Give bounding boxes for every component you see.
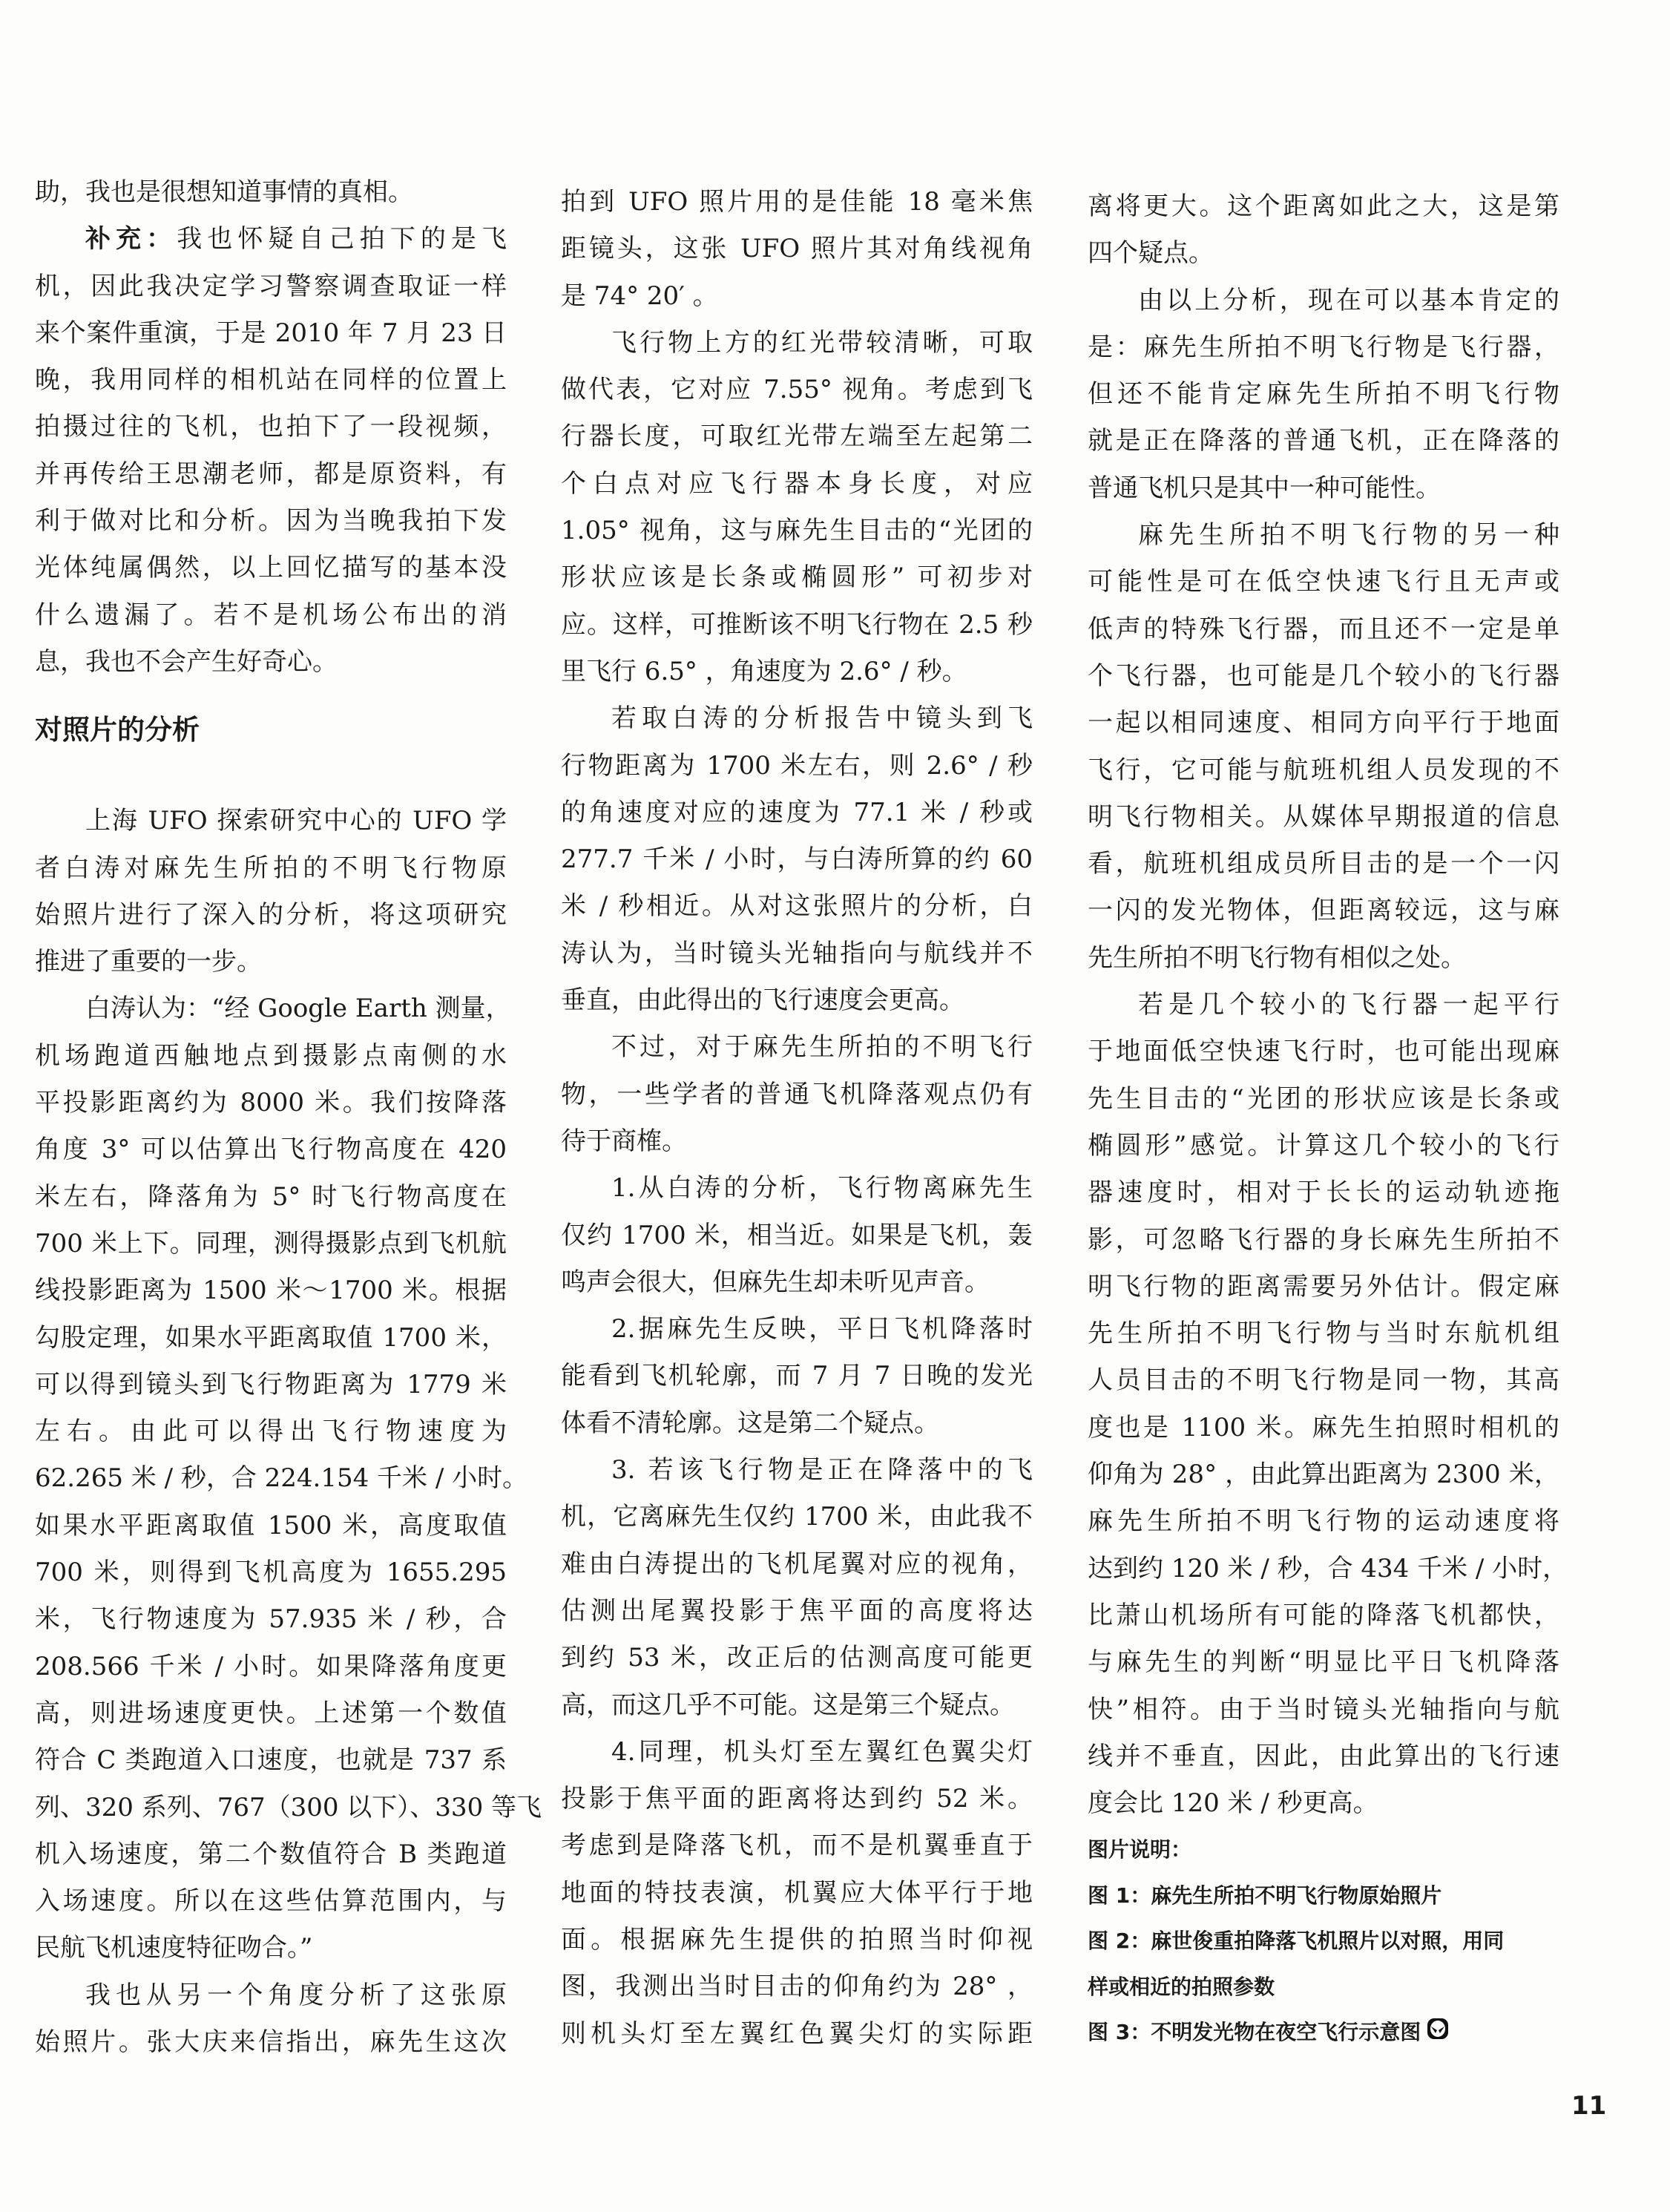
caption-figure-3: 图 3：不明发光物在夜空飞行示意图 — [1088, 2019, 1421, 2044]
text-line: 鸣声会很大，但麻先生却未听见声音。 — [561, 1267, 990, 1297]
text-line: 晚，我用同样的相机站在同样的位置上 — [35, 365, 507, 396]
text-line: 277.7 千米 / 小时，与白涛所算的约 60 — [561, 844, 1033, 875]
text-line: 助，我也是很想知道事情的真相。 — [35, 177, 413, 207]
text-line: 则机头灯至左翼红色翼尖灯的实际距 — [561, 2018, 1033, 2049]
text-line: 影，可忽略飞行器的身长麻先生所拍不 — [1088, 1224, 1559, 1255]
text-line: 考虑到是降落飞机，而不是机翼垂直于 — [561, 1831, 1033, 1861]
text-line: 上海 UFO 探索研究中心的 UFO 学 — [85, 806, 507, 836]
caption-figure-3-row — [1088, 2009, 1559, 2055]
column-1 — [35, 169, 542, 2066]
text-line: 左右。由此可以得出飞行物速度为 — [35, 1417, 507, 1447]
text-line: 入场速度。所以在这些估算范围内，与 — [35, 1886, 507, 1917]
paragraph — [35, 1972, 507, 2067]
paragraph — [561, 320, 1033, 695]
text-line: 投影于焦平面的距离将达到约 52 米。 — [561, 1784, 1033, 1814]
text-line: 四个疑点。 — [1088, 238, 1214, 269]
text-line: 机场跑道西触地点到摄影点南侧的水 — [35, 1040, 507, 1071]
text-line: 于地面低空快速飞行时，也可能出现麻 — [1088, 1037, 1559, 1067]
column-3 — [1088, 183, 1568, 2055]
text-line: 明飞行物相关。从媒体早期报道的信息 — [1088, 801, 1559, 832]
text-line: 的角速度对应的速度为 77.1 米 / 秒或 — [561, 797, 1033, 827]
paragraph-lead: 补充： — [85, 224, 177, 255]
text-line: 里飞行 6.5° ，角速度为 2.6° / 秒。 — [561, 656, 967, 686]
text-line: 息，我也不会产生好奇心。 — [35, 646, 338, 677]
text-line: 我也从另一个角度分析了这张原 — [85, 1980, 507, 2010]
text-line: 线投影距离为 1500 米～1700 米。根据 — [35, 1276, 507, 1306]
text-line: 列、320 系列、767（300 以下）、330 等飞 — [35, 1792, 542, 1822]
figure-captions — [1088, 1827, 1559, 2055]
text-line: 人员目击的不明飞行物是同一物，其高 — [1088, 1365, 1559, 1396]
text-line: 地面的特技表演，机翼应大体平行于地 — [561, 1877, 1033, 1908]
text-line: 3. 若该飞行物是正在降落中的飞 — [611, 1455, 1033, 1486]
text-line: 离将更大。这个距离如此之大，这是第 — [1088, 191, 1559, 221]
text-line: 由以上分析，现在可以基本肯定的 — [1138, 285, 1559, 315]
text-line: 什么遗漏了。若不是机场公布出的消 — [35, 600, 507, 630]
text-line: 度会比 120 米 / 秒更高。 — [1088, 1788, 1378, 1819]
text-line: 民航飞机速度特征吻合。” — [35, 1933, 313, 1963]
text-line: 器速度时，相对于长长的运动轨迹拖 — [1088, 1178, 1559, 1208]
paragraph — [35, 985, 542, 1972]
text-line: 麻先生所拍不明飞行物的运动速度将 — [1088, 1506, 1559, 1537]
text-line: 白涛认为：“经 Google Earth 测量， — [85, 994, 511, 1024]
text-line: 先生目击的“光团的形状应该是长条或 — [1088, 1083, 1559, 1114]
text-line: 不过，对于麻先生所拍的不明飞行 — [611, 1032, 1033, 1063]
text-line: 明飞行物的距离需要另外估计。假定麻 — [1088, 1271, 1559, 1302]
text-line: 机入场速度，第二个数值符合 B 类跑道 — [35, 1839, 507, 1869]
paragraph — [35, 798, 507, 985]
text-line: 符合 C 类跑道入口速度，也就是 737 系 — [35, 1745, 507, 1776]
paragraph — [35, 169, 507, 216]
text-line: 就是正在降落的普通飞机，正在降落的 — [1088, 426, 1559, 456]
text-line: 到约 53 米，改正后的估测高度可能更 — [561, 1643, 1033, 1673]
text-line: 2.据麻先生反映，平日飞机降落时 — [611, 1314, 1033, 1345]
paragraph — [561, 1024, 1033, 1165]
text-line: 是：麻先生所拍不明飞行物是飞行器， — [1088, 332, 1559, 362]
text-line: 待于商榷。 — [561, 1126, 687, 1156]
caption-figure-2-cont: 样或相近的拍照参数 — [1088, 1974, 1275, 1999]
text-line: 208.566 千米 / 小时。如果降落角度更 — [35, 1651, 507, 1681]
text-line: 拍摄过往的飞机，也拍下了一段视频， — [35, 412, 507, 442]
text-line: 飞行物上方的红光带较清晰，可取 — [611, 327, 1033, 358]
text-line: 做代表，它对应 7.55° 视角。考虑到飞 — [561, 375, 1033, 405]
text-line: 始照片。张大庆来信指出，麻先生这次 — [35, 2026, 507, 2057]
text-line: 拍到 UFO 照片用的是佳能 18 毫米焦 — [561, 187, 1033, 217]
text-line: 先生所拍不明飞行物有相似之处。 — [1088, 942, 1466, 973]
text-line: 个飞行器，也可能是几个较小的飞行器 — [1088, 660, 1559, 691]
text-line: 看，航班机组成员所目击的是一个一闪 — [1088, 849, 1559, 879]
text-line: 低声的特殊飞行器，而且还不一定是单 — [1088, 614, 1559, 644]
text-line: 始照片进行了深入的分析，将这项研究 — [35, 899, 507, 930]
text-line: 1.05° 视角，这与麻先生目击的“光团的 — [561, 516, 1033, 546]
paragraph — [561, 179, 1033, 320]
text-line: 一闪的发光物体，但距离较远，这与麻 — [1088, 896, 1559, 926]
text-line: 但还不能肯定麻先生所拍不明飞行物 — [1088, 379, 1559, 410]
text-line: 若取白涛的分析报告中镜头到飞 — [611, 703, 1033, 734]
paragraph — [1088, 278, 1559, 512]
paragraph — [1088, 982, 1568, 1827]
text-line: 米 / 秒相近。从对这张照片的分析，白 — [561, 891, 1033, 922]
text-line: 62.265 米 / 秒，合 224.154 千米 / 小时。 — [35, 1463, 528, 1494]
text-line: 应。这样，可推断该不明飞行物在 2.5 秒 — [561, 609, 1033, 640]
text-line: 如果水平距离取值 1500 米，高度取值 — [35, 1510, 507, 1540]
text-line: 利于做对比和分析。因为当晚我拍下发 — [35, 506, 507, 536]
text-line: 机，它离麻先生仅约 1700 米，由此我不 — [561, 1502, 1033, 1532]
text-line: 高，而这几乎不可能。这是第三个疑点。 — [561, 1690, 1015, 1720]
text-line: 推进了重要的一步。 — [35, 947, 262, 977]
text-line: 来个案件重演，于是 2010 年 7 月 23 日 — [35, 318, 507, 348]
text-line: 形状应该是长条或椭圆形” 可初步对 — [561, 562, 1033, 593]
text-line: 1.从白涛的分析，飞行物离麻先生 — [611, 1173, 1033, 1204]
text-line: 线并不垂直，因此，由此算出的飞行速 — [1088, 1741, 1559, 1771]
text-line: 难由白涛提出的飞机尾翼对应的视角， — [561, 1549, 1033, 1579]
text-line: 涛认为，当时镜头光轴指向与航线并不 — [561, 938, 1033, 968]
text-line: 可能性是可在低空快速飞行且无声或 — [1088, 567, 1559, 597]
text-line-content: 我也怀疑自己拍下的是飞 — [177, 224, 507, 255]
paragraph — [561, 1165, 1033, 1306]
paragraph — [561, 695, 1033, 1024]
section-heading: 对照片的分析 — [35, 714, 200, 746]
text-line: 面。根据麻先生提供的拍照当时仰视 — [561, 1924, 1033, 1955]
paragraph — [561, 1306, 1033, 1447]
paragraph — [561, 1729, 1033, 2058]
text-line: 距镜头，这张 UFO 照片其对角线视角 — [561, 234, 1033, 264]
text-line: 米，飞行物速度为 57.935 米 / 秒，合 — [35, 1604, 507, 1635]
text-line: 勾股定理，如果水平距离取值 1700 米， — [35, 1322, 507, 1353]
paragraph — [561, 1447, 1033, 1729]
text-line: 行物距离为 1700 米左右，则 2.6° / 秒 — [561, 750, 1033, 781]
paragraph — [1088, 183, 1559, 278]
column-3-body — [1088, 183, 1568, 1827]
text-line: 比萧山机场所有可能的降落飞机都快， — [1088, 1600, 1559, 1630]
paragraph — [35, 216, 507, 686]
text-line: 可以得到镜头到飞行物距离为 1779 米 — [35, 1369, 507, 1399]
text-line: 机，因此我决定学习警察调查取证一样 — [35, 271, 507, 301]
text-line: 度也是 1100 米。麻先生拍照时相机的 — [1088, 1412, 1559, 1443]
text-line: 仅约 1700 米，相当近。如果是飞机，轰 — [561, 1220, 1033, 1250]
text-line: 700 米，则得到飞机高度为 1655.295 — [35, 1558, 507, 1588]
page-number: 11 — [1571, 2091, 1607, 2121]
text-line: 麻先生所拍不明飞行物的另一种 — [1138, 520, 1559, 551]
text-line: 4.同理，机头灯至左翼红色翼尖灯 — [611, 1736, 1033, 1767]
text-line: 是 74° 20′ 。 — [561, 280, 718, 311]
alien-head-icon — [1427, 2010, 1449, 2055]
text-line: 700 米上下。同理，测得摄影点到飞机航 — [35, 1228, 507, 1258]
text-line: 快”相符。由于当时镜头光轴指向与航 — [1088, 1694, 1559, 1724]
caption-figure-1: 图 1：麻先生所拍不明飞行物原始照片 — [1088, 1883, 1442, 1908]
text-line: 若是几个较小的飞行器一起平行 — [1138, 990, 1559, 1020]
column-2 — [561, 179, 1033, 2058]
text-line: 光体纯属偶然，以上回忆描写的基本没 — [35, 553, 507, 583]
text-line: 飞行，它可能与航班机组人员发现的不 — [1088, 755, 1559, 785]
text-line: 能看到飞机轮廓，而 7 月 7 日晚的发光 — [561, 1361, 1033, 1391]
text-line: 估测出尾翼投影于焦平面的高度将达 — [561, 1595, 1033, 1626]
text-line: 角度 3° 可以估算出飞行物高度在 420 — [35, 1135, 507, 1165]
text-line: 达到约 120 米 / 秒，合 434 千米 / 小时， — [1088, 1553, 1568, 1583]
captions-title: 图片说明： — [1088, 1837, 1192, 1863]
text-line: 先生所拍不明飞行物与当时东航机组 — [1088, 1319, 1559, 1349]
text-line: 一起以相同速度、相同方向平行于地面 — [1088, 708, 1559, 738]
text-line: 高，则进场速度更快。上述第一个数值 — [35, 1698, 507, 1728]
text-line: 个白点对应飞行器本身长度，对应 — [561, 468, 1033, 499]
text-line: 图，我测出当时目击的仰角约为 28° ， — [561, 1972, 1033, 2002]
text-line — [35, 216, 507, 263]
text-line: 垂直，由此得出的飞行速度会更高。 — [561, 985, 964, 1016]
paragraph — [1088, 512, 1559, 982]
text-line: 并再传给王思潮老师，都是原资料，有 — [35, 459, 507, 489]
text-line: 与麻先生的判断“明显比平日飞机降落 — [1088, 1647, 1559, 1678]
text-line: 仰角为 28° ，由此算出距离为 2300 米， — [1088, 1460, 1559, 1490]
text-line: 椭圆形”感觉。计算这几个较小的飞行 — [1088, 1130, 1559, 1161]
text-line: 普通飞机只是其中一种可能性。 — [1088, 473, 1441, 503]
text-line: 米左右，降落角为 5° 时飞行物高度在 — [35, 1181, 507, 1212]
text-line: 平投影距离约为 8000 米。我们按降落 — [35, 1088, 507, 1118]
text-line: 体看不清轮廓。这是第二个疑点。 — [561, 1408, 939, 1438]
text-line: 者白涛对麻先生所拍的不明飞行物原 — [35, 853, 507, 883]
text-line: 行器长度，可取红光带左端至左起第二 — [561, 421, 1033, 452]
caption-figure-2: 图 2：麻世俊重拍降落飞机照片以对照，用同 — [1088, 1929, 1505, 1954]
text-line: 物，一些学者的普通飞机降落观点仍有 — [561, 1079, 1033, 1109]
